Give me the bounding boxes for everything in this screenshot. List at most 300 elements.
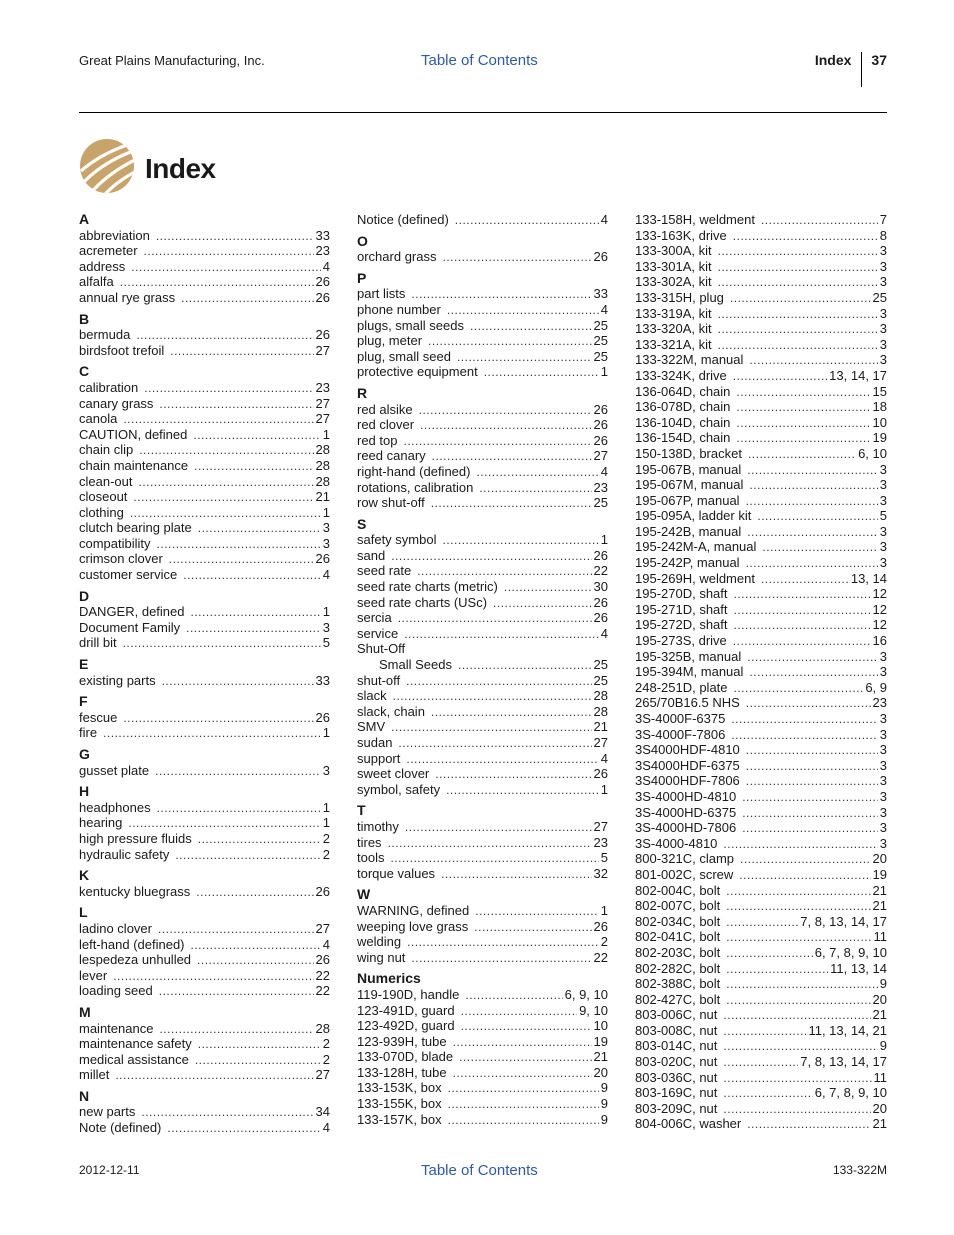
- index-entry[interactable]: [357, 688, 608, 704]
- index-entry-page: 2: [322, 846, 330, 862]
- index-entry-page: 28: [315, 1020, 330, 1036]
- index-entry-page: 1: [322, 799, 330, 815]
- index-letter-heading: M: [79, 1003, 91, 1020]
- index-entry-page: 3: [879, 258, 887, 274]
- index-entry-term: 3S-4000-4810: [635, 835, 718, 851]
- index-entry[interactable]: [79, 725, 330, 741]
- index-entry[interactable]: [635, 649, 887, 665]
- index-entry[interactable]: [635, 1023, 887, 1039]
- index-entry-page: 22: [593, 563, 608, 579]
- index-entry[interactable]: [79, 259, 330, 275]
- header-rule: [79, 112, 887, 113]
- index-entry-term: sand: [357, 547, 386, 563]
- index-entry[interactable]: [635, 805, 887, 821]
- index-entry[interactable]: [635, 368, 887, 384]
- index-entry[interactable]: [357, 1096, 608, 1112]
- dot-leader: [411, 951, 591, 967]
- index-entry-term: shut-off: [357, 672, 401, 688]
- index-entry[interactable]: [79, 673, 330, 689]
- index-entry-term: 802-388C, bolt: [635, 976, 721, 992]
- index-entry[interactable]: [79, 847, 330, 863]
- index-entry-term: lever: [79, 967, 108, 983]
- index-entry-term: 123-491D, guard: [357, 1002, 455, 1018]
- index-entry[interactable]: [79, 411, 330, 427]
- index-entry[interactable]: [79, 800, 330, 816]
- dot-leader: [461, 1019, 592, 1035]
- index-entry[interactable]: [357, 495, 608, 511]
- index-entry-term: ladino clover: [79, 920, 152, 936]
- index-entry[interactable]: [635, 883, 887, 899]
- index-entry[interactable]: [635, 1116, 887, 1132]
- index-entry[interactable]: [79, 937, 330, 953]
- index-entry-term: 133-315H, plug: [635, 289, 724, 305]
- index-entry-term: weeping love grass: [357, 918, 469, 934]
- index-entry[interactable]: [79, 489, 330, 505]
- index-entry[interactable]: [357, 673, 608, 689]
- index-entry[interactable]: [357, 819, 608, 835]
- index-entry-page: 3: [879, 711, 887, 726]
- index-entry-term: 802-034C, bolt: [635, 913, 721, 929]
- index-entry[interactable]: [79, 536, 330, 552]
- index-entry-page: 23: [315, 379, 330, 395]
- index-entry[interactable]: [635, 992, 887, 1008]
- index-entry-page: 3: [879, 742, 887, 758]
- index-entry[interactable]: [79, 710, 330, 726]
- dot-leader: [442, 533, 598, 549]
- dot-leader: [141, 1105, 313, 1121]
- index-entry[interactable]: [79, 884, 330, 900]
- index-entry[interactable]: [79, 815, 330, 831]
- dot-leader: [453, 1066, 592, 1082]
- index-entry[interactable]: [635, 945, 887, 961]
- dot-leader: [726, 884, 870, 900]
- index-entry-page: 4: [322, 567, 330, 583]
- index-entry[interactable]: [79, 921, 330, 937]
- index-entry-term: 133-302A, kit: [635, 274, 712, 290]
- index-entry-term: Shut-Off: [357, 641, 406, 657]
- index-entry[interactable]: [635, 1054, 887, 1070]
- index-entry[interactable]: [635, 664, 887, 680]
- dot-leader: [723, 1102, 870, 1118]
- index-entry[interactable]: [635, 259, 887, 275]
- index-entry[interactable]: [357, 610, 608, 626]
- index-entry[interactable]: [635, 539, 887, 555]
- dot-leader: [736, 385, 870, 401]
- dot-leader: [757, 509, 877, 525]
- index-entry-page: 22: [315, 983, 330, 999]
- index-entry-term: maintenance: [79, 1020, 154, 1036]
- index-entry[interactable]: [79, 343, 330, 359]
- index-entry[interactable]: [635, 415, 887, 431]
- index-entry-page: 1: [600, 532, 608, 548]
- index-entry[interactable]: [357, 735, 608, 751]
- index-entry[interactable]: [635, 555, 887, 571]
- index-entry-page: 12: [872, 617, 887, 633]
- index-entry-page: 19: [872, 866, 887, 882]
- dot-leader: [465, 988, 562, 1004]
- index-entry-page: 6, 9: [865, 679, 887, 695]
- index-entry-term: 123-939H, tube: [357, 1033, 447, 1049]
- index-entry[interactable]: [79, 551, 330, 567]
- index-entry-term: support: [357, 750, 401, 766]
- index-entry-page: 9, 10: [579, 1002, 608, 1018]
- index-entry[interactable]: [357, 1018, 608, 1034]
- index-entry[interactable]: [635, 228, 887, 244]
- index-entry-term: safety symbol: [357, 532, 437, 548]
- index-entry[interactable]: [79, 1104, 330, 1120]
- index-entry[interactable]: [635, 773, 887, 789]
- index-entry[interactable]: [635, 727, 887, 743]
- index-entry[interactable]: [357, 919, 608, 935]
- index-entry[interactable]: [635, 695, 887, 711]
- index-entry[interactable]: [79, 763, 330, 779]
- index-entry[interactable]: [357, 1080, 608, 1096]
- index-entry[interactable]: [79, 1120, 330, 1136]
- index-entry-term: 802-282C, bolt: [635, 960, 721, 976]
- dot-leader: [718, 322, 878, 338]
- index-entry[interactable]: [79, 520, 330, 536]
- index-entry[interactable]: [635, 462, 887, 478]
- dot-leader: [115, 1068, 313, 1084]
- index-entry[interactable]: [79, 1052, 330, 1068]
- index-entry[interactable]: [357, 751, 608, 767]
- index-entry-term: drill bit: [79, 635, 117, 651]
- index-entry[interactable]: [635, 914, 887, 930]
- index-entry-term: 195-067M, manual: [635, 477, 744, 493]
- index-entry[interactable]: [357, 903, 608, 919]
- index-entry[interactable]: [79, 968, 330, 984]
- index-entry[interactable]: [357, 641, 608, 657]
- index-entry[interactable]: [635, 306, 887, 322]
- dot-leader: [746, 759, 878, 775]
- dot-leader: [453, 1035, 592, 1051]
- index-entry-page: 7, 8, 13, 14, 17: [800, 913, 887, 929]
- index-entry[interactable]: [357, 286, 608, 302]
- index-entry[interactable]: [357, 657, 608, 673]
- index-entry[interactable]: [635, 602, 887, 618]
- index-entry-term: customer service: [79, 567, 178, 583]
- index-entry[interactable]: [635, 711, 887, 727]
- dot-leader: [170, 344, 313, 360]
- index-entry[interactable]: [357, 579, 608, 595]
- header-section-label: Index: [814, 52, 852, 68]
- index-entry[interactable]: [635, 430, 887, 446]
- index-entry-page: 34: [315, 1104, 330, 1120]
- index-entry[interactable]: [79, 505, 330, 521]
- index-entry-page: 12: [872, 601, 887, 617]
- dot-leader: [726, 930, 871, 946]
- index-entry[interactable]: [79, 1021, 330, 1037]
- index-entry[interactable]: [357, 212, 608, 228]
- index-entry[interactable]: [635, 1038, 887, 1054]
- index-entry[interactable]: [635, 477, 887, 493]
- index-entry-page: 3: [879, 243, 887, 259]
- index-entry[interactable]: [357, 433, 608, 449]
- index-entry-term: 136-154D, chain: [635, 430, 731, 446]
- index-entry[interactable]: [635, 1085, 887, 1101]
- dot-leader: [446, 783, 599, 799]
- index-entry[interactable]: [357, 532, 608, 548]
- index-entry[interactable]: [635, 524, 887, 540]
- index-entry[interactable]: [357, 548, 608, 564]
- index-letter-heading: Numerics: [357, 970, 421, 987]
- dot-leader: [130, 506, 321, 522]
- dot-leader: [733, 634, 871, 650]
- index-entry-page: 20: [593, 1064, 608, 1080]
- dot-leader: [747, 525, 878, 541]
- index-entry-page: 30: [593, 579, 608, 595]
- index-entry[interactable]: [79, 635, 330, 651]
- index-column-2: [357, 212, 608, 1127]
- index-entry[interactable]: [79, 243, 330, 259]
- index-entry[interactable]: [357, 318, 608, 334]
- dot-leader: [746, 556, 878, 572]
- index-entry[interactable]: [635, 446, 887, 462]
- index-entry-term: reed canary: [357, 448, 426, 464]
- index-entry-term: high pressure fluids: [79, 830, 192, 846]
- index-entry[interactable]: [79, 831, 330, 847]
- dot-leader: [159, 397, 313, 413]
- index-entry-term: 133-163K, drive: [635, 227, 727, 243]
- index-entry[interactable]: [635, 337, 887, 353]
- index-entry[interactable]: [79, 327, 330, 343]
- index-letter-heading: R: [357, 384, 368, 401]
- index-entry[interactable]: [635, 586, 887, 602]
- index-entry-term: headphones: [79, 799, 151, 815]
- index-entry[interactable]: [635, 680, 887, 696]
- index-entry[interactable]: [357, 402, 608, 418]
- index-entry[interactable]: [79, 427, 330, 443]
- index-entry[interactable]: [357, 835, 608, 851]
- dot-leader: [156, 229, 314, 245]
- index-entry[interactable]: [635, 1101, 887, 1117]
- index-entry[interactable]: [357, 766, 608, 782]
- index-entry-term: red alsike: [357, 401, 413, 417]
- dot-leader: [734, 603, 871, 619]
- index-entry[interactable]: [635, 571, 887, 587]
- index-entry-page: 9: [600, 1111, 608, 1127]
- page-title: Index: [145, 152, 216, 184]
- index-entry[interactable]: [357, 595, 608, 611]
- index-entry-term: 123-492D, guard: [357, 1018, 455, 1034]
- index-entry-term: service: [357, 625, 399, 641]
- index-entry-term: Notice (defined): [357, 212, 449, 227]
- index-entry[interactable]: [79, 228, 330, 244]
- index-entry-term: 3S-4000HD-4810: [635, 788, 737, 804]
- index-entry[interactable]: [357, 349, 608, 365]
- index-letter-heading: F: [79, 693, 88, 710]
- index-entry[interactable]: [635, 399, 887, 415]
- index-entry[interactable]: [357, 1049, 608, 1065]
- index-entry-term: red clover: [357, 417, 415, 433]
- dot-leader: [479, 481, 591, 497]
- index-entry[interactable]: [357, 302, 608, 318]
- index-entry-page: 25: [593, 672, 608, 688]
- index-entry[interactable]: [357, 850, 608, 866]
- dot-leader: [441, 867, 591, 883]
- index-entry[interactable]: [635, 898, 887, 914]
- index-entry-page: 33: [593, 286, 608, 302]
- index-entry[interactable]: [635, 617, 887, 633]
- index-entry[interactable]: [357, 1112, 608, 1128]
- header-toc-link[interactable]: Table of Contents: [421, 52, 538, 69]
- index-entry[interactable]: [635, 212, 887, 228]
- dot-leader: [761, 213, 878, 229]
- index-entry[interactable]: [357, 1034, 608, 1050]
- index-entry[interactable]: [635, 321, 887, 337]
- index-entry[interactable]: [79, 380, 330, 396]
- index-entry[interactable]: [357, 448, 608, 464]
- index-entry[interactable]: [635, 851, 887, 867]
- index-entry[interactable]: [357, 866, 608, 882]
- index-entry-term: 801-002C, screw: [635, 866, 734, 882]
- index-entry-page: 26: [593, 401, 608, 417]
- index-entry[interactable]: [635, 274, 887, 290]
- index-entry-term: seed rate: [357, 563, 412, 579]
- index-entry[interactable]: [357, 782, 608, 798]
- dot-leader: [726, 993, 870, 1009]
- index-entry[interactable]: [79, 952, 330, 968]
- index-letter-heading: L: [79, 904, 88, 921]
- index-entry-term: sudan: [357, 735, 393, 750]
- index-entry-term: 133-158H, weldment: [635, 212, 755, 227]
- index-entry[interactable]: [357, 417, 608, 433]
- index-entry-term: 3S-4000F-7806: [635, 726, 726, 742]
- index-entry[interactable]: [357, 1003, 608, 1019]
- dot-leader: [484, 365, 599, 381]
- index-entry-term: 803-008C, nut: [635, 1022, 718, 1038]
- index-entry[interactable]: [635, 742, 887, 758]
- index-entry[interactable]: [635, 1070, 887, 1086]
- dot-leader: [746, 774, 878, 790]
- index-entry-page: 10: [872, 414, 887, 430]
- dot-leader: [198, 832, 321, 848]
- index-entry-page: 23: [315, 243, 330, 259]
- index-entry[interactable]: [79, 620, 330, 636]
- index-entry[interactable]: [635, 384, 887, 400]
- index-entry[interactable]: [79, 604, 330, 620]
- index-entry[interactable]: [79, 1036, 330, 1052]
- index-entry-page: 27: [315, 411, 330, 427]
- index-entry[interactable]: [79, 290, 330, 306]
- index-entry[interactable]: [357, 987, 608, 1003]
- index-entry[interactable]: [635, 493, 887, 509]
- index-entry-term: hydraulic safety: [79, 846, 170, 862]
- index-entry[interactable]: [79, 458, 330, 474]
- dot-leader: [390, 851, 598, 867]
- index-entry[interactable]: [635, 867, 887, 883]
- index-entry[interactable]: [635, 243, 887, 259]
- index-entry[interactable]: [635, 1007, 887, 1023]
- index-entry[interactable]: [357, 719, 608, 735]
- index-entry[interactable]: [635, 836, 887, 852]
- index-entry[interactable]: [357, 480, 608, 496]
- dot-leader: [417, 564, 591, 580]
- index-letter-heading: T: [357, 802, 366, 819]
- index-letter-heading: N: [79, 1087, 90, 1104]
- index-entry[interactable]: [635, 508, 887, 524]
- dot-leader: [731, 728, 877, 744]
- index-entry-page: 27: [593, 735, 608, 750]
- index-entry-term: 195-242P, manual: [635, 555, 740, 571]
- index-entry[interactable]: [357, 364, 608, 380]
- footer-toc-link[interactable]: Table of Contents: [421, 1162, 538, 1179]
- index-entry-page: 13, 14, 17: [829, 367, 887, 383]
- index-entry[interactable]: [357, 1065, 608, 1081]
- index-entry-term: 265/70B16.5 NHS: [635, 695, 740, 711]
- index-entry-term: clutch bearing plate: [79, 520, 192, 536]
- index-entry-term: timothy: [357, 818, 399, 834]
- index-entry[interactable]: [79, 567, 330, 583]
- index-entry[interactable]: [357, 934, 608, 950]
- index-entry-term: part lists: [357, 286, 406, 302]
- index-entry[interactable]: [635, 290, 887, 306]
- index-entry-term: 119-190D, handle: [357, 986, 460, 1002]
- index-entry[interactable]: [635, 633, 887, 649]
- dot-leader: [198, 521, 321, 537]
- index-letter-heading: D: [79, 587, 90, 604]
- index-entry[interactable]: [635, 929, 887, 945]
- index-entry[interactable]: [635, 961, 887, 977]
- dot-leader: [138, 475, 313, 491]
- index-entry[interactable]: [635, 976, 887, 992]
- dot-leader: [133, 490, 313, 506]
- index-entry[interactable]: [357, 249, 608, 265]
- index-entry[interactable]: [357, 950, 608, 966]
- index-entry-term: 133-157K, box: [357, 1111, 442, 1127]
- index-entry-page: 33: [315, 672, 330, 688]
- dot-leader: [169, 552, 314, 568]
- dot-leader: [723, 1071, 871, 1087]
- index-entry-page: 5: [600, 850, 608, 866]
- index-entry-page: 3: [322, 619, 330, 635]
- index-entry-page: 6, 9, 10: [564, 986, 608, 1002]
- index-entry-term: 150-138D, bracket: [635, 445, 742, 461]
- index-entry-term: 195-242B, manual: [635, 523, 742, 539]
- index-entry-page: 2: [322, 1036, 330, 1052]
- index-entry-page: 3: [879, 523, 887, 539]
- index-entry-term: 195-273S, drive: [635, 633, 727, 649]
- index-entry[interactable]: [79, 274, 330, 290]
- dot-leader: [718, 307, 878, 323]
- index-entry-page: 3: [879, 555, 887, 571]
- index-entry[interactable]: [79, 442, 330, 458]
- index-entry[interactable]: [357, 563, 608, 579]
- index-entry[interactable]: [635, 789, 887, 805]
- dot-leader: [157, 801, 321, 817]
- index-entry-page: 26: [593, 547, 608, 563]
- index-entry[interactable]: [635, 820, 887, 836]
- index-entry-term: abbreviation: [79, 227, 150, 243]
- index-entry[interactable]: [357, 464, 608, 480]
- index-entry-term: tools: [357, 850, 385, 866]
- dot-leader: [393, 689, 592, 705]
- index-entry[interactable]: [357, 704, 608, 720]
- index-entry[interactable]: [79, 474, 330, 490]
- index-entry[interactable]: [635, 352, 887, 368]
- index-entry-term: gusset plate: [79, 762, 150, 778]
- index-entry[interactable]: [79, 1067, 330, 1083]
- index-entry[interactable]: [635, 758, 887, 774]
- dot-leader: [734, 618, 871, 634]
- index-entry[interactable]: [357, 333, 608, 349]
- index-entry[interactable]: [79, 396, 330, 412]
- index-letter-heading: W: [357, 886, 371, 903]
- index-entry-page: 3: [879, 305, 887, 321]
- index-entry[interactable]: [79, 983, 330, 999]
- index-entry-page: 10: [593, 1018, 608, 1034]
- index-entry[interactable]: [357, 626, 608, 642]
